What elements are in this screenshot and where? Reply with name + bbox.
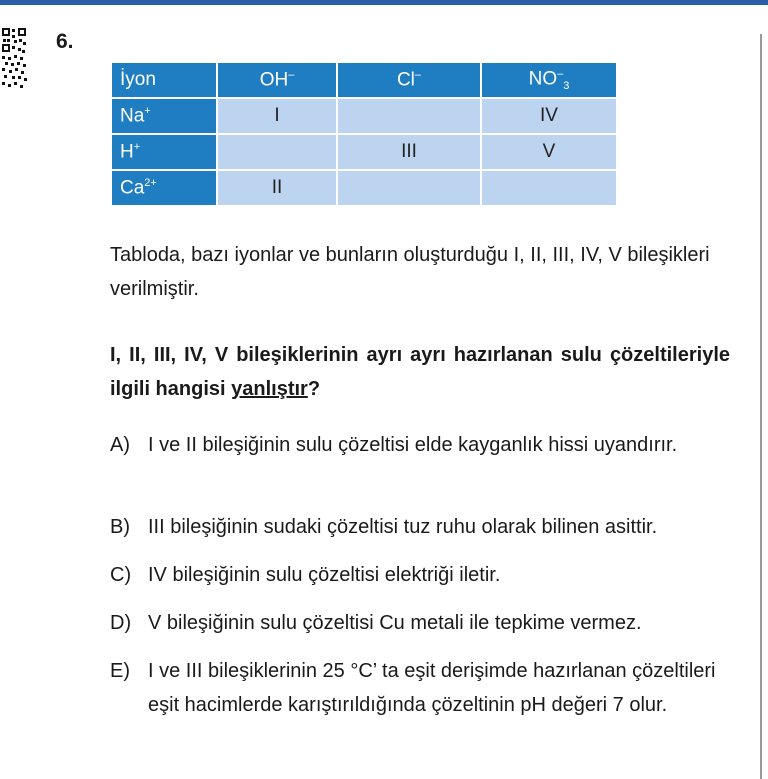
option-b[interactable] [110,510,730,544]
option-text: III bileşiğinin sudaki çözeltisi tuz ruhu olarak bilinen asittir. [148,516,658,538]
table-row [111,134,617,170]
stem-emphasis: yanlıştır [231,378,308,400]
row-header-calcium: $Ca^{2+}$ [111,170,217,206]
table-cell [337,170,481,206]
intro-text: Tabloda, bazı iyonlar ve bunların oluşturduğu I, II, III, IV, V bileşikleri verilmiştir. [110,244,710,300]
page-column-divider [760,34,762,779]
option-label: B) [110,516,130,538]
row-header-sodium: Na+ [111,98,217,134]
row-header-hydrogen: H+ [111,134,217,170]
table-cell: V [481,134,617,170]
option-label: D) [110,612,132,634]
table-corner-header: İyon [111,62,217,98]
column-header-chloride: Cl– [337,62,481,98]
table-cell: I [217,98,337,134]
option-a[interactable] [110,428,730,462]
ion-table [110,61,618,207]
table-cell [217,134,337,170]
table-cell [337,98,481,134]
option-text: IV bileşiğinin sulu çözeltisi elektriği iletir. [148,564,501,586]
option-label: E) [110,660,130,682]
option-text: I ve II bileşiğinin sulu çözeltisi elde kayganlık hissi uyandırır. [148,434,678,456]
option-d[interactable] [110,606,730,640]
top-color-strip [0,0,768,5]
option-text: I ve III bileşiklerinin 25 °C’ ta eşit derişimde hazırlanan çözeltileri eşit hacimlerde karıştırıldığında çözeltinin pH değeri 7 olur. [148,660,716,716]
table-row [111,98,617,134]
option-c[interactable] [110,558,730,592]
question-number: 6. [56,30,74,53]
table-header-row [111,62,617,98]
column-header-nitrate: $NO^-_3$ [481,62,617,98]
table-row [111,170,617,206]
option-label: A) [110,434,130,456]
table-cell [481,170,617,206]
question-stem: I, II, III, IV, V bileşiklerinin ayrı ayrı hazırlanan sulu çözeltileriyle ilgili hangisi yanlıştır? [110,344,730,400]
option-text: V bileşiğinin sulu çözeltisi Cu metali ile tepkime vermez. [148,612,642,634]
option-label: C) [110,564,132,586]
qr-code-icon [0,26,28,92]
column-header-hydroxide: OH– [217,62,337,98]
table-cell: III [337,134,481,170]
option-e[interactable] [110,654,730,722]
table-cell: II [217,170,337,206]
table-cell: IV [481,98,617,134]
